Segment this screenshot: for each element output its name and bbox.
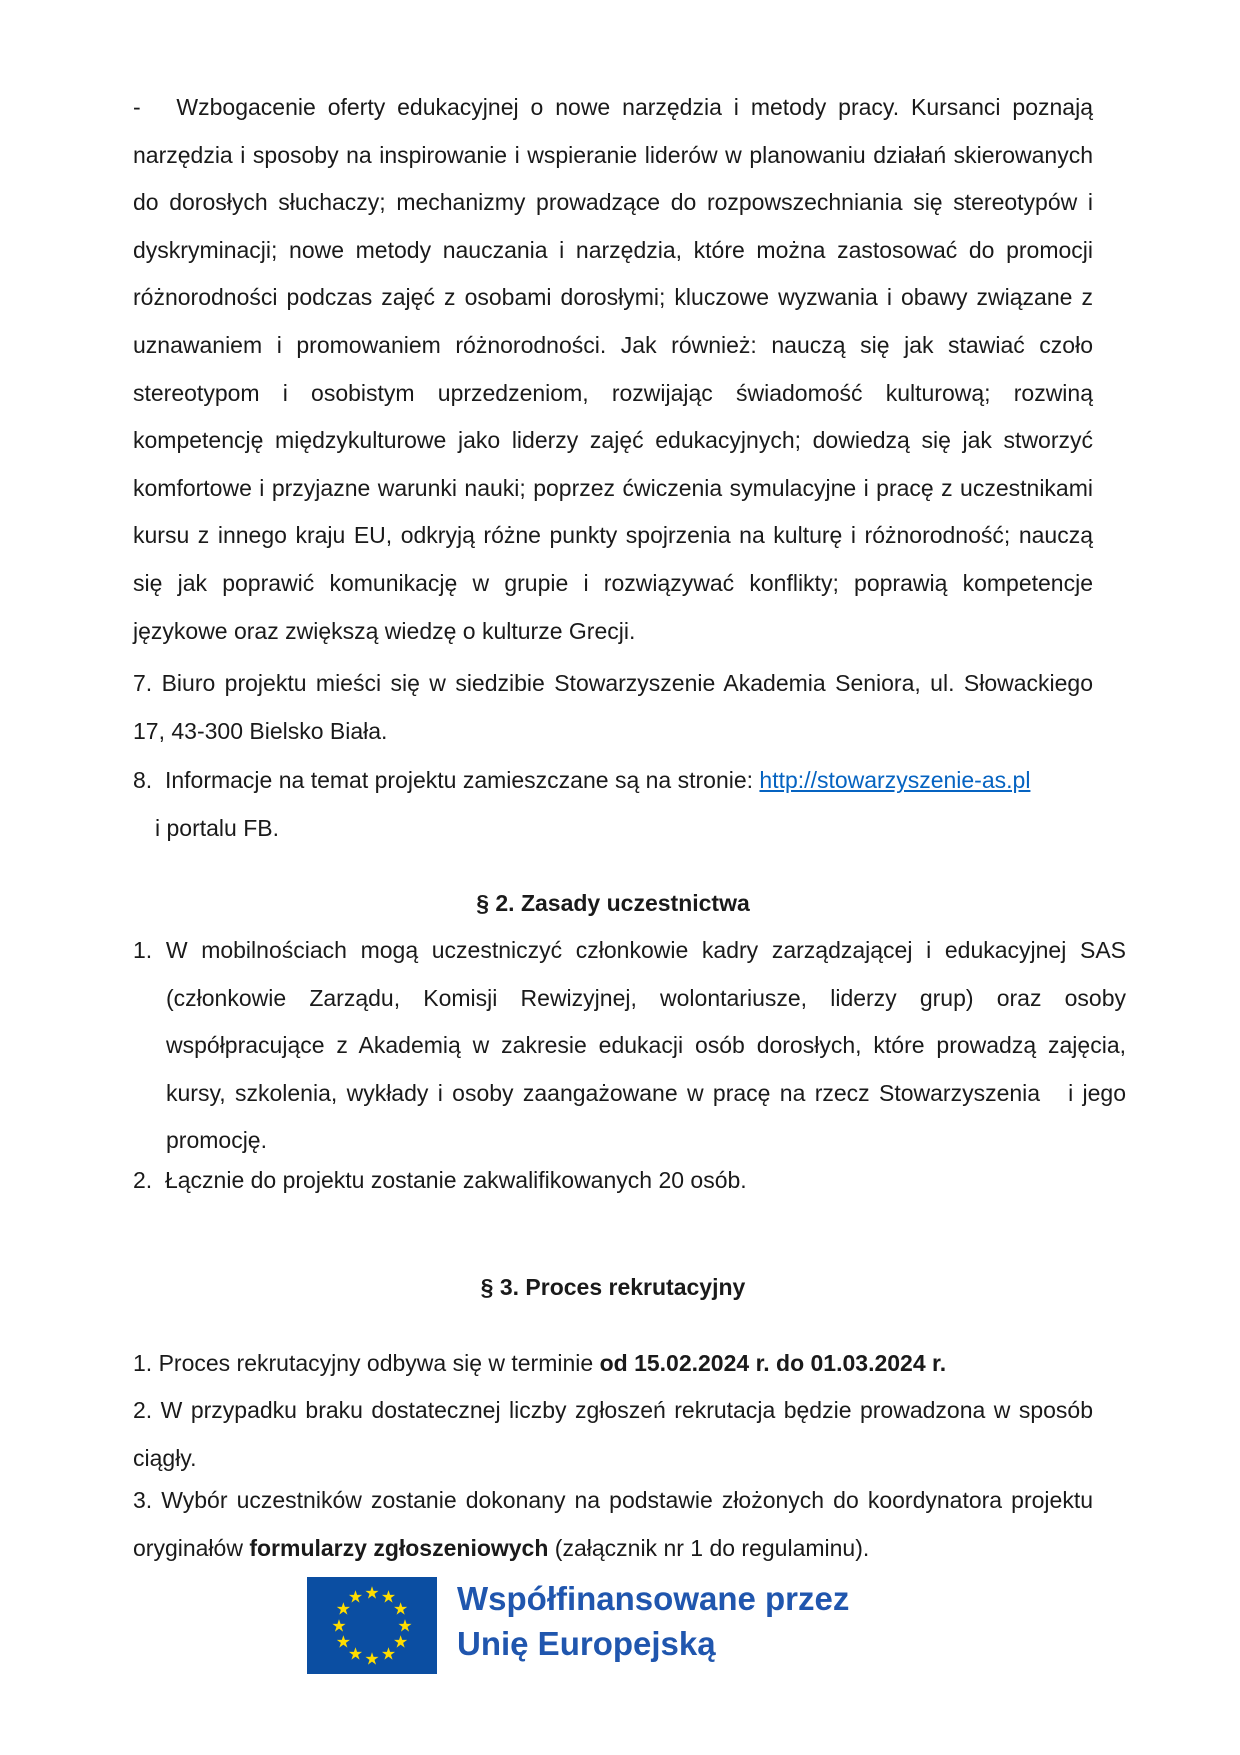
item-8-line-2: i portalu FB. xyxy=(155,814,279,841)
project-website-hyperlink[interactable]: http://stowarzyszenie-as.pl xyxy=(759,767,1031,793)
eu-cofinance-line-1: Współfinansowane przez xyxy=(457,1580,850,1617)
section-2-heading: § 2. Zasady uczestnictwa xyxy=(476,890,750,916)
item-7-paragraph: 7. Biuro projektu mieści się w siedzibie Stowarzyszenie Akademia Seniora, ul. Słowackiego 17, 43-300 Bielsko Biała. xyxy=(133,670,1093,744)
eu-cofinance-text xyxy=(457,1576,849,1666)
section-3-item-1-text: 1. Proces rekrutacyjny odbywa się w terminie xyxy=(133,1350,600,1376)
section-3-item-3 xyxy=(133,1477,1093,1572)
eu-star-icon: ★ xyxy=(392,1599,409,1619)
eu-star-icon: ★ xyxy=(364,1583,380,1602)
eu-flag-icon xyxy=(307,1577,437,1674)
section-3-heading: § 3. Proces rekrutacyjny xyxy=(480,1274,746,1300)
eu-star-icon: ★ xyxy=(331,1616,347,1635)
eu-star-icon: ★ xyxy=(364,1649,380,1668)
eu-star-icon: ★ xyxy=(392,1632,409,1652)
section-3-item-3-text: 3. Wybór uczestników zostanie dokonany na podstawie złożonych do koordynatora projektu oryginałów xyxy=(133,1487,1093,1561)
item-8-text: 8. Informacje na temat projektu zamieszczane są na stronie: xyxy=(133,767,760,793)
item-8-paragraph xyxy=(133,757,1093,852)
intro-paragraph: - Wzbogacenie oferty edukacyjnej o nowe narzędzia i metody pracy. Kursanci poznają narzędzia i sposoby na inspirowanie i wspieranie liderów w planowaniu działań skierowanych do dorosłych słuchaczy; mechanizmy prowadzące do rozpowszechniania się stereotypów i dyskryminacji; nowe metody nauczania i narzędzia, które można zastosować do promocji różnorodności podczas zajęć z osobami dorosłymi; kluczowe wyzwania i obawy związane z uznawaniem i promowaniem różnorodności. Jak również: nauczą się jak stawiać czoło stereotypom i osobistym uprzedzeniom, rozwijając świadomość kulturową; rozwiną kompetencję międzykulturowe jako liderzy zajęć edukacyjnych; dowiedzą się jak stworzyć komfortowe i przyjazne warunki nauki; poprzez ćwiczenia symulacyjne i pracę z uczestnikami kursu z innego kraju EU, odkryją różne punkty spojrzenia na kulturę i różnorodność; nauczą się jak poprawić komunikację w grupie i rozwiązywać konflikty; poprawią kompetencje językowe oraz zwiększą wiedzę o kulturze Grecji. xyxy=(133,94,1093,644)
eu-star-icon: ★ xyxy=(397,1616,413,1635)
section-2-item-2: 2. Łącznie do projektu zostanie zakwalifikowanych 20 osób. xyxy=(133,1167,747,1193)
section-3-item-1 xyxy=(133,1340,1093,1388)
item-8-line-1 xyxy=(133,757,1093,805)
section-3-item-2: 2. W przypadku braku dostatecznej liczby zgłoszeń rekrutacja będzie prowadzona w sposób ciągły. xyxy=(133,1397,1093,1471)
eu-star-icon: ★ xyxy=(347,1587,364,1607)
eu-star-icon: ★ xyxy=(380,1587,397,1607)
section-3-item-3-suffix: (załącznik nr 1 do regulaminu). xyxy=(548,1534,870,1561)
eu-star-icon: ★ xyxy=(347,1644,364,1664)
application-forms-bold: formularzy zgłoszeniowych xyxy=(249,1534,549,1561)
section-2-item-1: 1. W mobilnościach mogą uczestniczyć członkowie kadry zarządzającej i edukacyjnej SAS (członkowie Zarządu, Komisji Rewizyjnej, wolontariusze, liderzy grup) oraz osoby współpracujące z Akademią w zakresie edukacji osób dorosłych, które prowadzą zajęcia, kursy, szkolenia, wykłady i osoby zaangażowane w pracę na rzecz Stowarzyszenia i jego promocję. xyxy=(133,937,1126,1154)
eu-star-icon: ★ xyxy=(335,1632,352,1652)
eu-star-icon: ★ xyxy=(380,1644,397,1664)
eu-star-icon: ★ xyxy=(335,1599,352,1619)
eu-cofinance-line-2: Unię Europejską xyxy=(457,1625,716,1662)
recruitment-dates: od 15.02.2024 r. do 01.03.2024 r. xyxy=(599,1350,947,1376)
